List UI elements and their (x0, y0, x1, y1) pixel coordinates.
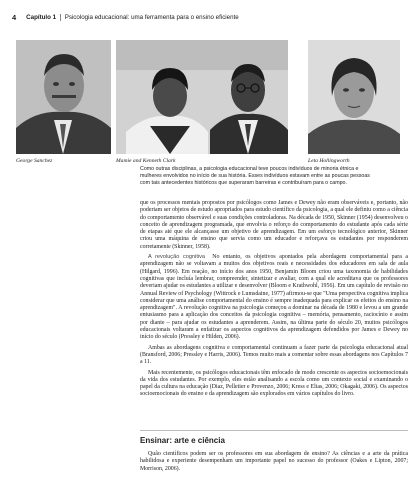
photo-mamie-kenneth-clark (116, 40, 288, 154)
section-divider (140, 430, 408, 431)
section-paragraph: Quão científicos podem ser os professores em sua abordagem de ensino? As ciências e a arte da prática habilidosa e experiente desempenham um importante papel no sucesso do professor (Oakes e Lipton, 2007; Morrison, 2006). (140, 451, 408, 472)
header-divider (60, 14, 61, 21)
subsection-heading: A revolução cognitiva (148, 254, 206, 261)
chapter-label: Capítulo 1 (26, 13, 57, 21)
paragraph: Ambas as abordagens cognitiva e comportamental continuam a fazer parte da psicologia educacional atual (Bransford, 2006; Pressley e Harris, 2006). Temos muito mais a comentar sobre essas abordagens nos Capítulos 7 a 11. (140, 344, 408, 366)
photo-george-sanchez (16, 40, 111, 154)
photo-leta-hollingworth (308, 40, 400, 154)
section-heading: Ensinar: arte e ciência (140, 436, 225, 445)
chapter-title: Psicologia educacional: uma ferramenta para o ensino eficiente (64, 13, 239, 21)
body-text (140, 200, 408, 402)
page-header (12, 11, 412, 23)
paragraph-text: No entanto, os objetivos apontados pela abordagem comportamental para a aprendizagem não se voltavam a muitos dos objetivos reais e necessidades dos educadores em sala de aula (Hilgard, 1996). Em reação, no início dos anos 1950, Benjamin Bloom criou uma taxonomia de habilidades cognitivas que incluía lembrar, compreender, sintetizar e avaliar, com a qual ele acreditava que os professores deveriam ajudar os estudantes a utilizar e desenvolver (Bloom e Krathwohl, 1956). Em um capítulo de revisão no Annual Review of Psychology (Wittrock e Lumsdaine, 1977) afirmou-se que "Uma perspectiva cognitiva implica considerar que uma análise comportamental do ensino é sempre inadequada para explicar os efeitos do ensino na aprendizagem". A revolução cognitiva na psicologia começou a dominar na década de 1980 e levou a um grande entusiasmo para a aplicação dos conceitos da psicologia cognitiva – memória, pensamento, raciocínio e assim por diante – para ajudar os estudantes a aprenderem. Assim, na última parte do século 20, muitos psicólogos educacionais voltaram a enfatizar os aspectos cognitivos da aprendizagem defendidos por James e Dewey no início do século (Pressley e Hilden, 2006). (140, 254, 408, 341)
photo-caption: Leta Hollingworth (308, 158, 350, 164)
photo-caption: Mamie and Kenneth Clark (116, 158, 176, 164)
page-number: 4 (12, 12, 17, 22)
paragraph (140, 254, 408, 342)
photo-caption: George Sanchez (16, 158, 53, 164)
figure-caption: Como outras disciplinas, a psicologia educacional teve poucos indivíduos de minoria étnica e mulheres envolvidos no início de sua história. Esses indivíduos estavam entre as poucas pessoas com tais antecedentes históricos que superaram barreiras e contribuíram para o campo. (140, 166, 370, 186)
paragraph: Mais recentemente, os psicólogos educacionais têm enfocado de modo crescente os aspectos socioemocionais da vida dos estudantes. Por exemplo, eles estão analisando a escola como um contexto social e examinando o papel da cultura na educação (Diaz, Pelletier e Provenzo, 2006; Kress e Elias, 2006; Okagaki, 2006). Os aspectos socioemocionais do ensino e da aprendizagem são explorados em vários capítulos do livro. (140, 369, 408, 398)
paragraph: que os processos mentais propostos por psicólogos como James e Dewey não eram observáveis e, portanto, não poderiam ser objetos de estudo apropriados para estudo científico da psicologia, a qual ele definiu como a ciência do comportamento observável e suas condições controladoras. Na década de 1950, Skinner (1954) desenvolveu o conceito de aprendizagem programada, que envolvia o reforço do comportamento do estudante após cada série de etapas até que ele alcançasse um objetivo de aprendizagem. Em um esforço tecnológico anterior, Skinner criou uma máquina de ensino que servia como um educador e reforçava os estudantes por responderem corretamente (Skinner, 1958). (140, 200, 408, 250)
